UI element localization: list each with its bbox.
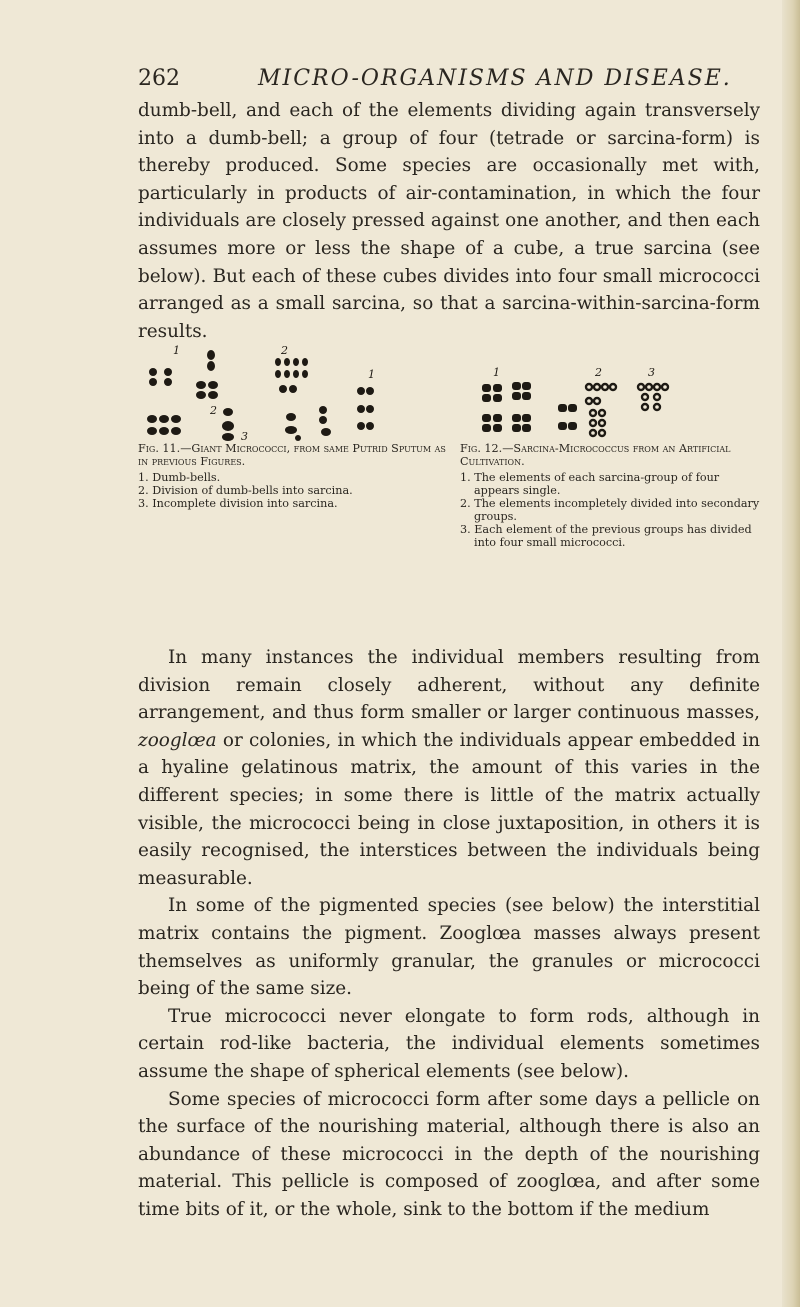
paragraph-3: In some of the pigmented species (see below) the interstitial matrix contains the pigment. Zooglœa masses always present themselves as uniformly granular, the granules or micrococci being of the same size.: [138, 895, 760, 1000]
figure-11-caption-title: Fig. 11.—Giant Micrococci, from same Putrid Sputum as in previous Figures.: [138, 442, 446, 468]
figure-12-legend-item-2: 2. The elements incompletely divided into secondary groups.: [460, 497, 760, 523]
figure-11-legend-item-3: 3. Incomplete division into sarcina.: [138, 497, 338, 510]
fig12-label-1: 1: [493, 366, 500, 379]
fig11-label-1b: 1: [368, 368, 375, 381]
figure-12-caption-title: Fig. 12.—Sarcina-Micrococcus from an Artificial Cultivation.: [460, 442, 731, 468]
figure-11: [138, 342, 446, 510]
figure-12-legend: [460, 471, 760, 549]
figures-row: [138, 342, 760, 624]
figure-12-legend-item-3: 3. Each element of the previous groups has divided into four small micrococci.: [460, 523, 752, 549]
fig11-label-2b: 2: [210, 404, 217, 417]
figure-11-caption: [138, 442, 446, 510]
paragraph-2-continued: or colonies, in which the individuals appear embedded in a hyaline gelatinous matrix, the amount of this varies in the different species; in some there is little of the matrix actually visible, the micrococci being in close juxtaposition, in others it is easily recognised, the interstices between the individuals being measurable.: [138, 729, 760, 889]
figure-12-illustration: [460, 342, 760, 442]
zooglaea-term: zooglœa: [138, 729, 217, 751]
fig12-label-2: 2: [595, 366, 602, 379]
fig11-label-3: 3: [241, 430, 248, 442]
figure-12-caption: [460, 442, 760, 549]
figure-11-illustration: [138, 342, 446, 442]
fig12-label-3: 3: [648, 366, 655, 379]
paragraph-2-text: In many instances the individual members resulting from division remain closely adherent, without any definite arrangement, and thus form smaller or larger continuous masses,: [138, 647, 760, 724]
paragraph-top: [138, 97, 760, 345]
paragraph-5: Some species of micrococci form after some days a pellicle on the surface of the nourishing material, although there is also an abundance of these micrococci in the depth of the nourishing material. This pellicle is composed of zooglœa, and after some time bits of it, or the whole, sink to the bottom if the medium: [138, 1088, 760, 1220]
figure-11-legend-item-1: 1. Dumb-bells.: [138, 471, 221, 484]
page-edge: [782, 0, 800, 1307]
paragraph-2: [138, 644, 760, 892]
fig11-label-2: 2: [281, 344, 288, 357]
figure-12-legend-item-1: 1. The elements of each sarcina-group of four appears single.: [460, 471, 720, 497]
fig11-label-1: 1: [173, 344, 180, 357]
paragraph-bottom: [138, 644, 760, 1223]
page-number: 262: [138, 66, 180, 91]
running-title: MICRO-ORGANISMS AND DISEASE.: [258, 66, 732, 91]
figure-11-legend: [138, 471, 446, 510]
figure-11-legend-item-2: 2. Division of dumb-bells into sarcina.: [138, 484, 353, 497]
paragraph-4: True micrococci never elongate to form rods, although in certain rod-like bacteria, the individual elements sometimes assume the shape of spherical elements (see below).: [138, 1005, 760, 1082]
figure-12: [460, 342, 760, 549]
paragraph-1: dumb-bell, and each of the elements dividing again transversely into a dumb-bell; a group of four (tetrade or sarcina-form) is thereby produced. Some species are occasionally met with, particularly in products of air-contamination, in which the four individuals are closely pressed against one another, and then each assumes more or less the shape of a cube, a true sarcina (see below). But each of these cubes divides into four small micrococci arranged as a small sarcina, so that a sarcina-within-sarcina-form results.: [138, 100, 760, 342]
